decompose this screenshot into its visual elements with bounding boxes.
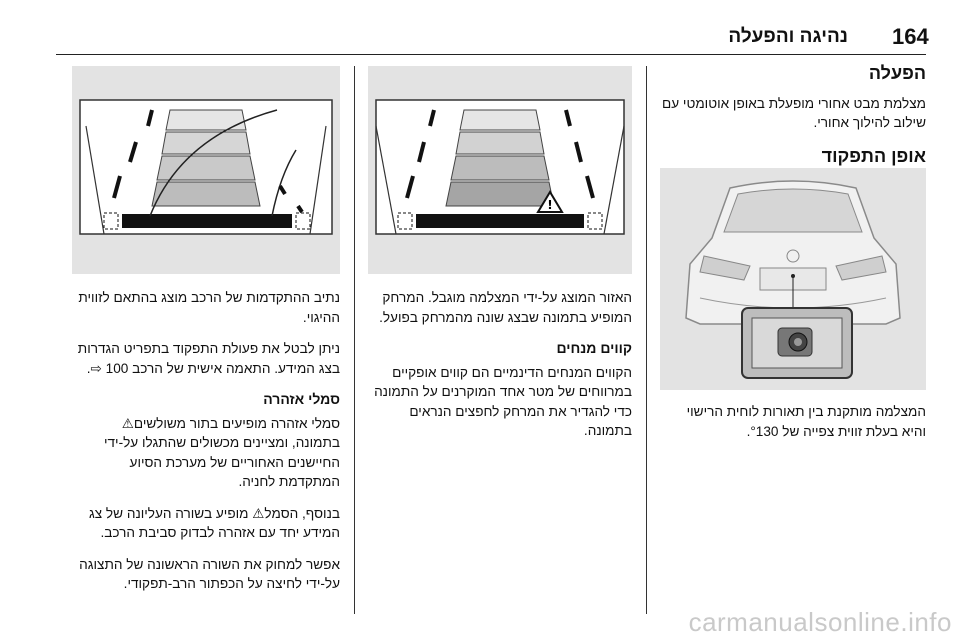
- warning-triangles-text: סמלי אזהרה מופיעים בתור משולשים⚠ בתמונה, ומציינים מכשולים שהתגלו על-ידי החיישנים האחוריים של מערכת הסיוע המתקדמת לחניה.: [103, 415, 340, 489]
- right-column: [660, 64, 926, 176]
- trajectory-text: נתיב ההתקדמות של הרכב מוצג בהתאם לזווית ההיגוי.: [78, 290, 340, 325]
- guide-lines-text: הקווים המנחים הדינמיים הם קווים אופקיים במרווחים של מטר אחד המוקרנים על התמונה כדי להגדיר את המרחק לחפצים הנראים בתמונה.: [374, 364, 632, 438]
- header-rule: [56, 54, 926, 55]
- left-column: [72, 288, 340, 606]
- warning-info-text: בנוסף, הסמל⚠ מופיע בשורה העליונה של צג המידע יחד עם אזהרה לבדוק סביבת הרכב.: [89, 505, 340, 540]
- car-rear-figure: [660, 168, 926, 390]
- column-divider-right: [646, 66, 647, 614]
- camera-caption: המצלמה מותקנת בין תאורות לוחית הרישוי והיא בעלת זווית צפייה של °130.: [686, 404, 926, 439]
- view-limit-text: האזור המוצג על-ידי המצלמה מוגבל. המרחק המופיע בתמונה שבצג שונה מהמרחק בפועל.: [379, 290, 632, 325]
- disable-text: ניתן לבטל את פעולת התפקוד בתפריט הגדרות בצג המידע. התאמה אישית של הרכב 100 ⇨.: [77, 341, 340, 376]
- column-divider-left: [354, 66, 355, 614]
- watermark: carmanualsonline.info: [688, 607, 952, 637]
- intro-text: מצלמת מבט אחורי מופעלת באופן אוטומטי עם שילוב להילוך אחורי.: [662, 95, 926, 130]
- delete-line-text: אפשר למחוק את השורה הראשונה של התצוגה על-ידי לחיצה על הכפתור הרב-תפקודי.: [79, 556, 340, 591]
- heading-operation: הפעלה: [868, 63, 926, 83]
- middle-column: [368, 288, 632, 453]
- trajectory-lines-illustration: [72, 66, 340, 274]
- camera-display-figure-1: [368, 66, 632, 274]
- right-column-caption: [660, 402, 926, 453]
- car-rear-illustration: [660, 168, 926, 390]
- page-number: 164: [892, 24, 929, 49]
- section-title: נהיגה והפעלה: [728, 26, 848, 47]
- heading-guide-lines: קווים מנחים: [556, 340, 632, 356]
- svg-text:!: !: [547, 198, 553, 212]
- guide-lines-illustration: [368, 66, 632, 274]
- heading-function: אופן התפקוד: [821, 145, 926, 166]
- heading-warning-symbols: סמלי אזהרה: [263, 391, 340, 407]
- camera-display-figure-2: [72, 66, 340, 274]
